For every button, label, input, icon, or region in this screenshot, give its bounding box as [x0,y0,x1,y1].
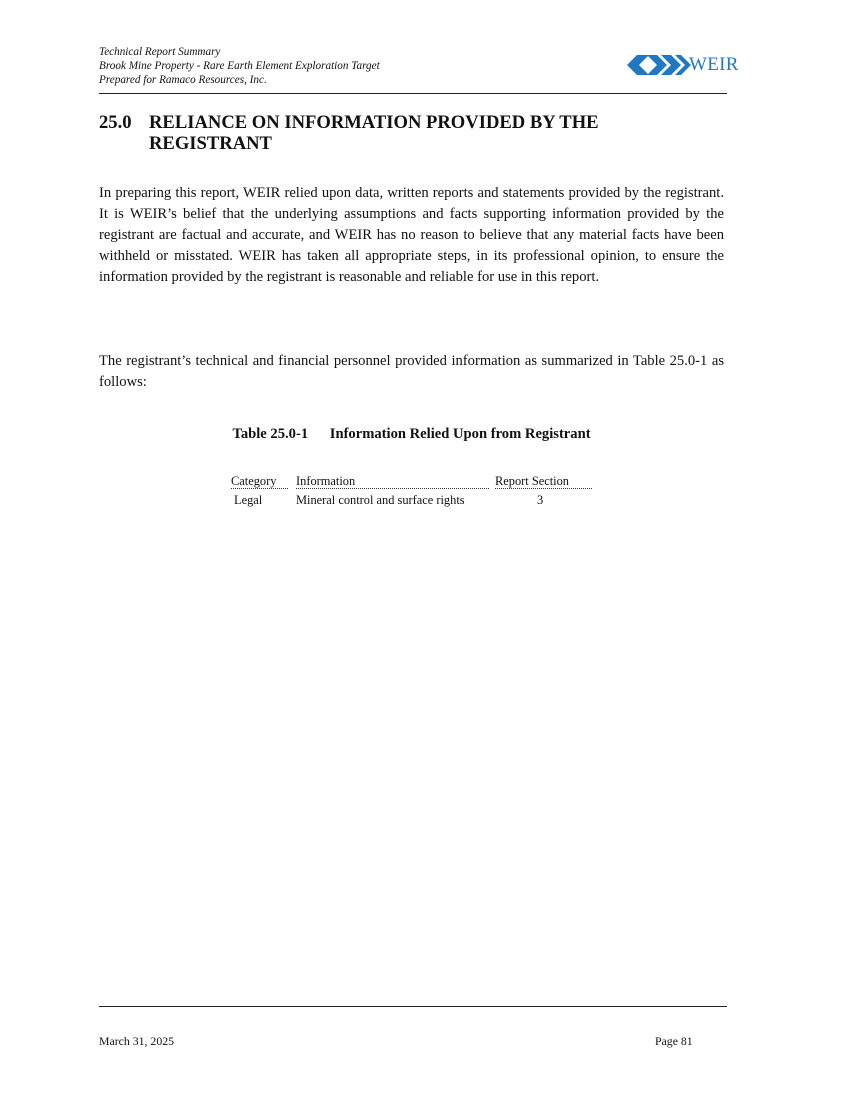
table-header-information: Information [296,472,489,489]
section-title: RELIANCE ON INFORMATION PROVIDED BY THE REGISTRANT [149,112,599,154]
section-number: 25.0 [99,112,132,133]
logo-wordmark: WEIR [689,54,739,75]
weir-chevrons-icon [627,53,691,77]
header-report-type: Technical Report Summary [99,46,221,58]
footer-divider [99,1006,727,1007]
header-prepared-for: Prepared for Ramaco Resources, Inc. [99,74,267,86]
paragraph-personnel: The registrant’s technical and financial personnel provided information as summarized in Table 25.0-1 as follows: [99,353,724,390]
weir-logo [627,53,749,77]
table-caption [99,426,724,443]
table-caption-title: Information Relied Upon from Registrant [329,426,591,442]
table-cell-information: Mineral control and surface rights [296,493,465,507]
header-property: Brook Mine Property - Rare Earth Element Exploration Target [99,60,380,72]
table-header-report-section: Report Section [495,472,592,489]
table-cell-report-section: 3 [537,493,544,507]
page-header [99,45,739,94]
paragraph-reliance: In preparing this report, WEIR relied upon data, written reports and statements provided by the registrant. It is WEIR’s belief that the underlying assumptions and facts supporting information provided by the registrant are factual and accurate, and WEIR has no reason to believe that any material facts have been withheld or misstated. WEIR has taken all appropriate steps, in its professional opinion, to ensure the information provided by the registrant is reasonable and reliable for use in this report. [99,185,724,285]
footer-page-number: Page 81 [655,1034,693,1048]
table-header-category: Category [231,472,288,489]
table-caption-number: Table 25.0-1 [232,426,309,442]
header-text [99,45,380,87]
footer-date: March 31, 2025 [99,1034,175,1048]
table-cell-category: Legal [234,493,263,507]
